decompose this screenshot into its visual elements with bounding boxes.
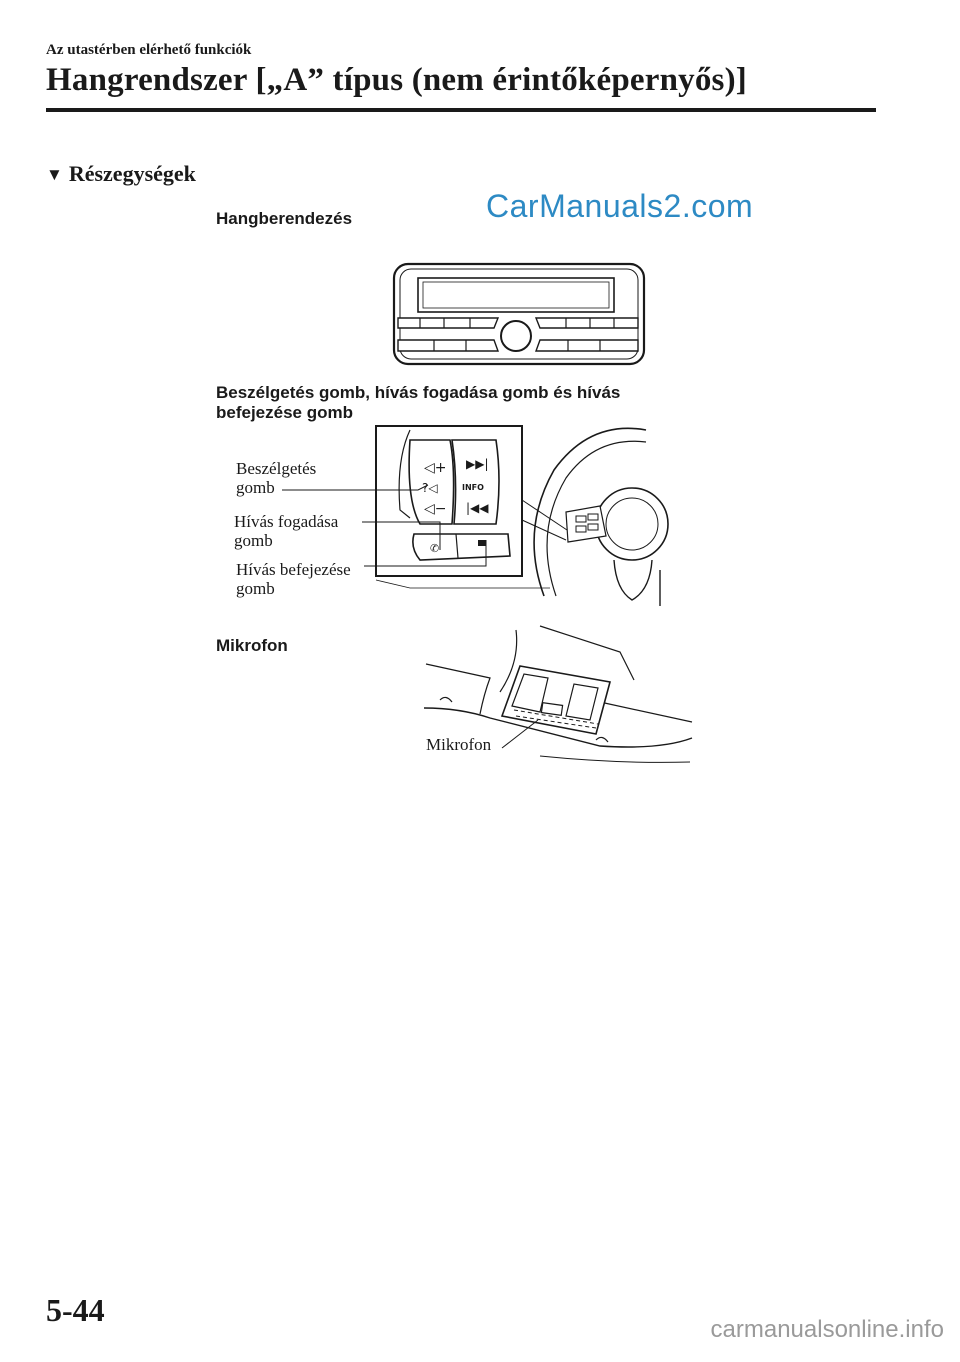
- microphone-caption: Mikrofon: [216, 636, 288, 655]
- microphone-callout: Mikrofon: [426, 735, 492, 754]
- steering-caption-line-1: Beszélgetés gomb, hívás fogadása gomb és hívás: [216, 383, 621, 402]
- svg-text:|◀◀: |◀◀: [466, 501, 489, 515]
- hangup-button-callout-line-1: Hívás befejezése: [236, 560, 351, 579]
- svg-text:?◁: ?◁: [422, 481, 438, 495]
- footer-watermark[interactable]: carmanualsonline.info: [710, 1316, 944, 1343]
- steering-caption-line-2: befejezése gomb: [216, 403, 353, 422]
- title-rule: [46, 108, 876, 112]
- chapter-heading: Az utastérben elérhető funkciók: [46, 42, 252, 58]
- svg-text:◁+: ◁+: [424, 460, 447, 476]
- audio-unit-illustration: [390, 260, 650, 370]
- page-number: 5-44: [46, 1292, 105, 1328]
- section-title: Részegységek: [68, 161, 196, 186]
- svg-text:◁−: ◁−: [424, 501, 447, 517]
- svg-text:▶▶|: ▶▶|: [466, 457, 489, 471]
- hangup-button-callout-line-2: gomb: [236, 579, 275, 598]
- section-heading: [46, 161, 196, 187]
- info-button-label: INFO: [462, 483, 484, 492]
- section-marker-icon: ▼: [46, 165, 63, 184]
- talk-button-callout-line-2: gomb: [236, 478, 275, 497]
- site-watermark[interactable]: CarManuals2.com: [486, 188, 754, 224]
- steering-caption: [216, 383, 620, 423]
- pickup-button-callout-line-1: Hívás fogadása: [234, 512, 339, 531]
- pickup-button-callout-line-2: gomb: [234, 531, 273, 550]
- steering-leader-lines: [280, 480, 500, 580]
- page-title: Hangrendszer [„A” típus (nem érintőképernyős)]: [46, 62, 747, 98]
- svg-text:✆: ✆: [430, 542, 440, 555]
- talk-button-callout-line-1: Beszélgetés: [236, 459, 317, 478]
- audio-unit-caption: Hangberendezés: [216, 209, 353, 228]
